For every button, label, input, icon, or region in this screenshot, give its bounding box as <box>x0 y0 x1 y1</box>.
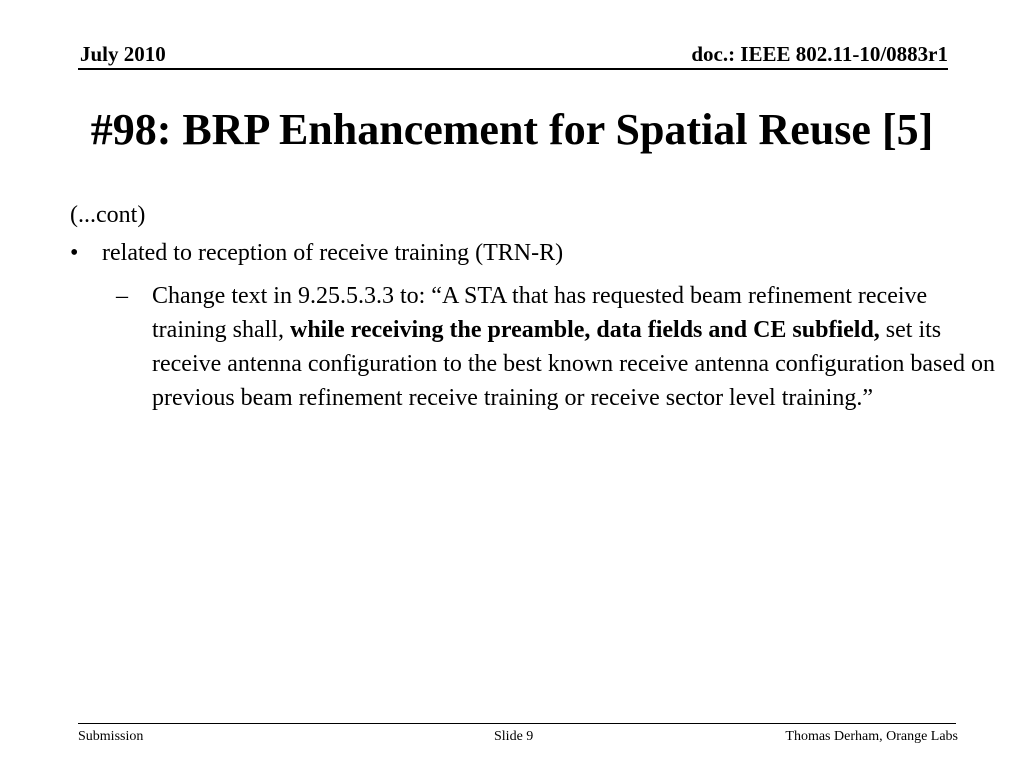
sub-text-after: set its receive antenna configuration to the best known receive antenna configuration based on previous beam refinement receive training or receive sector level training.” <box>152 317 995 411</box>
sub-text-before: Change text in 9.25.5.3.3 to: “A STA that has requested beam refinement receive training shall, <box>152 283 928 343</box>
header-date: July 2010 <box>80 42 166 66</box>
continuation-label: (...cont) <box>70 202 146 228</box>
footer-submission: Submission <box>78 729 144 744</box>
bullet-text: related to reception of receive training (TRN-R) <box>102 240 564 266</box>
slide-number: Slide 9 <box>494 729 534 744</box>
header-divider <box>78 68 948 70</box>
header-doc-id: doc.: IEEE 802.11-10/0883r1 <box>691 42 948 66</box>
footer-author: Thomas Derham, Orange Labs <box>785 729 958 744</box>
footer-divider <box>78 723 956 724</box>
slide-title: #98: BRP Enhancement for Spatial Reuse [5] <box>90 105 934 154</box>
bullet-marker: • <box>70 240 79 266</box>
sub-bullet-marker: – <box>116 283 128 309</box>
sub-bullet-text <box>152 279 1002 415</box>
sub-text-bold: while receiving the preamble, data fields and CE subfield, <box>289 317 880 343</box>
